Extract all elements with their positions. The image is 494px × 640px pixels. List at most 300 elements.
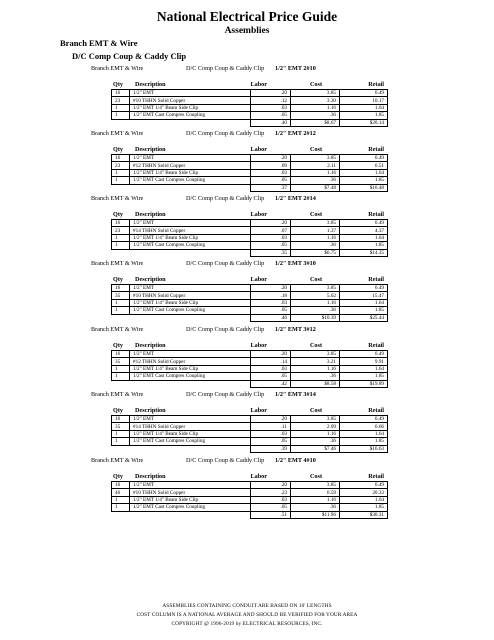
- labor-header: Labor: [250, 211, 267, 218]
- cost-cell: 1.37: [291, 227, 340, 234]
- labor-cell: .05: [251, 177, 291, 184]
- cost-cell: .36: [291, 373, 340, 380]
- retail-header: Retail: [368, 473, 384, 480]
- items-table: [111, 284, 388, 322]
- assembly-header: [0, 260, 494, 273]
- total-retail: $16.63: [340, 445, 388, 452]
- retail-cell: 1.64: [340, 169, 388, 176]
- description-cell: 1/2" EMT 1/4" Beam Side Clip: [130, 365, 251, 372]
- total-labor: .37: [251, 184, 291, 191]
- table-row: [112, 438, 388, 445]
- labor-cell: .03: [251, 496, 291, 503]
- total-retail: $14.35: [340, 249, 388, 256]
- labor-cell: .05: [251, 112, 291, 119]
- items-table: [111, 350, 388, 388]
- retail-header: Retail: [368, 276, 384, 283]
- cost-header: Cost: [309, 342, 322, 349]
- retail-header: Retail: [368, 342, 384, 349]
- qty-cell: 1: [112, 112, 130, 119]
- retail-cell: 6.49: [340, 482, 388, 489]
- table-row: [112, 489, 388, 496]
- table-row: [112, 220, 388, 227]
- labor-cell: .03: [251, 430, 291, 437]
- total-spacer: [130, 445, 251, 452]
- table-row: [112, 365, 388, 372]
- description-cell: 1/2" EMT Cast Compres Coupling: [130, 504, 251, 511]
- description-cell: 1/2" EMT Cast Compres Coupling: [130, 373, 251, 380]
- items-table: [111, 219, 388, 257]
- description-cell: #10 THHN Solid Copper: [130, 489, 251, 496]
- assembly-header: [0, 65, 494, 78]
- table-row: [112, 299, 388, 306]
- table-row: [112, 416, 388, 423]
- footer-copyright: COPYRIGHT @ 1996-2019 by ELECTRICAL RESOURCES, INC.: [171, 621, 323, 627]
- qty-header: Qty: [113, 276, 123, 283]
- cost-cell: .36: [291, 177, 340, 184]
- retail-cell: 6.51: [340, 162, 388, 169]
- qty-cell: 46: [112, 489, 130, 496]
- qty-cell: 1: [112, 373, 130, 380]
- cost-cell: 3.21: [291, 358, 340, 365]
- description-cell: 1/2" EMT 1/4" Beam Side Clip: [130, 496, 251, 503]
- labor-cell: .03: [251, 234, 291, 241]
- table-row: [112, 177, 388, 184]
- total-spacer: [112, 314, 130, 321]
- qty-cell: 1: [112, 234, 130, 241]
- labor-cell: .05: [251, 438, 291, 445]
- retail-cell: 6.49: [340, 155, 388, 162]
- cost-cell: 3.85: [291, 351, 340, 358]
- description-cell: 1/2" EMT 1/4" Beam Side Clip: [130, 169, 251, 176]
- total-spacer: [112, 380, 130, 387]
- total-spacer: [130, 380, 251, 387]
- total-labor: .51: [251, 511, 291, 518]
- total-cost: $7.48: [291, 184, 340, 191]
- table-row: [112, 234, 388, 241]
- cost-cell: 1.16: [291, 299, 340, 306]
- total-cost: $8.67: [291, 119, 340, 126]
- qty-cell: 16: [112, 482, 130, 489]
- labor-header: Labor: [250, 342, 267, 349]
- table-row: [112, 496, 388, 503]
- labor-cell: .05: [251, 307, 291, 314]
- total-spacer: [130, 184, 251, 191]
- assembly-category: Branch EMT & Wire: [91, 457, 144, 464]
- table-row: [112, 285, 388, 292]
- cost-cell: 5.02: [291, 292, 340, 299]
- table-row: [112, 351, 388, 358]
- qty-cell: 35: [112, 423, 130, 430]
- description-cell: 1/2" EMT 1/4" Beam Side Clip: [130, 430, 251, 437]
- column-headers: [0, 143, 494, 154]
- assembly-name: 1/2" EMT 3#12: [275, 326, 316, 333]
- qty-cell: 16: [112, 90, 130, 97]
- total-spacer: [112, 511, 130, 518]
- labor-cell: .05: [251, 242, 291, 249]
- cost-cell: 3.85: [291, 285, 340, 292]
- retail-cell: 15.47: [340, 292, 388, 299]
- cost-header: Cost: [309, 276, 322, 283]
- assembly-name: 1/2" EMT 2#14: [275, 195, 316, 202]
- retail-cell: 10.17: [340, 97, 388, 104]
- subcategory-heading: D/C Comp Coup & Caddy Clip: [72, 51, 187, 61]
- total-spacer: [112, 249, 130, 256]
- column-headers: [0, 470, 494, 481]
- retail-cell: 1.64: [340, 430, 388, 437]
- total-spacer: [112, 119, 130, 126]
- labor-cell: .20: [251, 155, 291, 162]
- description-cell: 1/2" EMT Cast Compres Coupling: [130, 307, 251, 314]
- description-cell: 1/2" EMT: [130, 90, 251, 97]
- labor-cell: .20: [251, 220, 291, 227]
- retail-cell: 6.49: [340, 220, 388, 227]
- items-table: [111, 415, 388, 453]
- description-cell: 1/2" EMT 1/4" Beam Side Clip: [130, 299, 251, 306]
- retail-cell: 1.64: [340, 299, 388, 306]
- qty-cell: 1: [112, 104, 130, 111]
- table-row: [112, 242, 388, 249]
- assembly-name: 1/2" EMT 4#10: [275, 457, 316, 464]
- description-cell: 1/2" EMT: [130, 285, 251, 292]
- labor-header: Labor: [250, 473, 267, 480]
- retail-cell: 6.49: [340, 416, 388, 423]
- total-spacer: [130, 314, 251, 321]
- table-row: [112, 358, 388, 365]
- assembly-name: 1/2" EMT 2#10: [275, 65, 316, 72]
- cost-cell: 1.16: [291, 104, 340, 111]
- assembly-section: [0, 457, 494, 519]
- cost-cell: .36: [291, 242, 340, 249]
- assembly-category: Branch EMT & Wire: [91, 130, 144, 137]
- description-cell: 1/2" EMT: [130, 416, 251, 423]
- retail-cell: 1.85: [340, 112, 388, 119]
- description-cell: 1/2" EMT 1/4" Beam Side Clip: [130, 104, 251, 111]
- description-header: Description: [135, 211, 166, 218]
- table-row: [112, 482, 388, 489]
- retail-cell: 6.49: [340, 351, 388, 358]
- description-header: Description: [135, 342, 166, 349]
- labor-cell: .03: [251, 365, 291, 372]
- qty-cell: 1: [112, 299, 130, 306]
- assembly-header: [0, 391, 494, 404]
- description-cell: 1/2" EMT Cast Compres Coupling: [130, 242, 251, 249]
- assembly-category: Branch EMT & Wire: [91, 391, 144, 398]
- total-labor: .39: [251, 445, 291, 452]
- table-row: [112, 112, 388, 119]
- total-labor: .42: [251, 380, 291, 387]
- cost-header: Cost: [309, 211, 322, 218]
- description-cell: 1/2" EMT Cast Compres Coupling: [130, 438, 251, 445]
- total-row: [112, 445, 388, 452]
- assembly-subcategory: D/C Comp Coup & Caddy Clip: [186, 391, 265, 398]
- description-header: Description: [135, 276, 166, 283]
- labor-cell: .23: [251, 489, 291, 496]
- column-headers: [0, 339, 494, 350]
- retail-cell: 1.64: [340, 104, 388, 111]
- total-row: [112, 314, 388, 321]
- description-cell: 1/2" EMT: [130, 155, 251, 162]
- labor-cell: .20: [251, 285, 291, 292]
- labor-cell: .05: [251, 373, 291, 380]
- cost-header: Cost: [309, 146, 322, 153]
- total-row: [112, 184, 388, 191]
- table-row: [112, 97, 388, 104]
- assembly-section: [0, 260, 494, 322]
- description-header: Description: [135, 407, 166, 414]
- qty-cell: 23: [112, 162, 130, 169]
- footer-note-cost: COST COLUMN IS A NATIONAL AVERAGE AND SHOULD BE VERIFIED FOR YOUR AREA: [136, 612, 358, 618]
- qty-header: Qty: [113, 473, 123, 480]
- description-header: Description: [135, 81, 166, 88]
- total-spacer: [112, 445, 130, 452]
- total-row: [112, 380, 388, 387]
- labor-cell: .20: [251, 351, 291, 358]
- qty-cell: 1: [112, 169, 130, 176]
- retail-cell: 6.49: [340, 90, 388, 97]
- column-headers: [0, 273, 494, 284]
- table-row: [112, 307, 388, 314]
- labor-header: Labor: [250, 276, 267, 283]
- total-retail: $30.31: [340, 511, 388, 518]
- retail-cell: 1.64: [340, 234, 388, 241]
- items-table: [111, 481, 388, 519]
- retail-cell: 1.64: [340, 365, 388, 372]
- assembly-header: [0, 130, 494, 143]
- cost-cell: 3.85: [291, 482, 340, 489]
- qty-cell: 1: [112, 496, 130, 503]
- qty-cell: 23: [112, 227, 130, 234]
- description-cell: #12 THHN Solid Copper: [130, 358, 251, 365]
- description-cell: #10 THHN Solid Copper: [130, 97, 251, 104]
- labor-cell: .03: [251, 299, 291, 306]
- labor-header: Labor: [250, 407, 267, 414]
- qty-cell: 16: [112, 285, 130, 292]
- retail-cell: 4.37: [340, 227, 388, 234]
- total-labor: .40: [251, 119, 291, 126]
- cost-cell: 3.85: [291, 220, 340, 227]
- qty-cell: 1: [112, 504, 130, 511]
- total-spacer: [130, 511, 251, 518]
- labor-cell: .09: [251, 162, 291, 169]
- cost-cell: 1.16: [291, 496, 340, 503]
- page-title: National Electrical Price Guide: [156, 9, 338, 24]
- table-row: [112, 104, 388, 111]
- description-cell: 1/2" EMT: [130, 351, 251, 358]
- qty-cell: 35: [112, 358, 130, 365]
- labor-cell: .11: [251, 423, 291, 430]
- total-spacer: [130, 249, 251, 256]
- cost-cell: 1.16: [291, 430, 340, 437]
- qty-cell: 23: [112, 97, 130, 104]
- description-cell: #14 THHN Solid Copper: [130, 423, 251, 430]
- total-retail: $19.89: [340, 380, 388, 387]
- table-row: [112, 373, 388, 380]
- labor-cell: .20: [251, 90, 291, 97]
- assembly-category: Branch EMT & Wire: [91, 195, 144, 202]
- description-cell: 1/2" EMT Cast Compres Coupling: [130, 177, 251, 184]
- labor-cell: .03: [251, 169, 291, 176]
- assembly-section: [0, 195, 494, 257]
- items-table: [111, 89, 388, 127]
- qty-cell: 16: [112, 416, 130, 423]
- description-cell: #14 THHN Solid Copper: [130, 227, 251, 234]
- items-table: [111, 154, 388, 192]
- total-cost: $7.46: [291, 445, 340, 452]
- table-row: [112, 162, 388, 169]
- assembly-category: Branch EMT & Wire: [91, 260, 144, 267]
- assembly-section: [0, 326, 494, 388]
- assembly-header: [0, 195, 494, 208]
- assembly-name: 1/2" EMT 3#10: [275, 260, 316, 267]
- retail-header: Retail: [368, 211, 384, 218]
- table-row: [112, 430, 388, 437]
- table-row: [112, 227, 388, 234]
- column-headers: [0, 78, 494, 89]
- description-cell: #10 THHN Solid Copper: [130, 292, 251, 299]
- assembly-subcategory: D/C Comp Coup & Caddy Clip: [186, 326, 265, 333]
- retail-cell: 1.85: [340, 373, 388, 380]
- assembly-subcategory: D/C Comp Coup & Caddy Clip: [186, 130, 265, 137]
- cost-cell: 3.85: [291, 90, 340, 97]
- cost-cell: 2.09: [291, 423, 340, 430]
- description-cell: 1/2" EMT: [130, 220, 251, 227]
- labor-cell: .20: [251, 416, 291, 423]
- cost-header: Cost: [309, 473, 322, 480]
- labor-cell: .03: [251, 104, 291, 111]
- qty-cell: 16: [112, 351, 130, 358]
- total-cost: $6.75: [291, 249, 340, 256]
- total-cost: $8.58: [291, 380, 340, 387]
- labor-cell: .07: [251, 227, 291, 234]
- cost-cell: 1.16: [291, 169, 340, 176]
- cost-cell: 3.30: [291, 97, 340, 104]
- cost-cell: .36: [291, 112, 340, 119]
- assembly-header: [0, 457, 494, 470]
- assembly-header: [0, 326, 494, 339]
- cost-cell: 3.85: [291, 416, 340, 423]
- qty-header: Qty: [113, 407, 123, 414]
- total-retail: $25.44: [340, 314, 388, 321]
- cost-cell: .36: [291, 438, 340, 445]
- retail-cell: 1.85: [340, 177, 388, 184]
- total-spacer: [112, 184, 130, 191]
- labor-cell: .18: [251, 292, 291, 299]
- retail-cell: 6.66: [340, 423, 388, 430]
- description-header: Description: [135, 146, 166, 153]
- qty-cell: 1: [112, 177, 130, 184]
- retail-cell: 6.49: [340, 285, 388, 292]
- retail-header: Retail: [368, 146, 384, 153]
- table-row: [112, 423, 388, 430]
- qty-cell: 35: [112, 292, 130, 299]
- page-subtitle: Assemblies: [224, 26, 270, 36]
- total-retail: $16.48: [340, 184, 388, 191]
- qty-cell: 16: [112, 155, 130, 162]
- qty-cell: 16: [112, 220, 130, 227]
- qty-header: Qty: [113, 342, 123, 349]
- retail-cell: 1.64: [340, 496, 388, 503]
- description-cell: 1/2" EMT 1/4" Beam Side Clip: [130, 234, 251, 241]
- cost-header: Cost: [309, 81, 322, 88]
- assembly-subcategory: D/C Comp Coup & Caddy Clip: [186, 65, 265, 72]
- total-labor: .46: [251, 314, 291, 321]
- retail-cell: 20.33: [340, 489, 388, 496]
- qty-cell: 1: [112, 307, 130, 314]
- assembly-category: Branch EMT & Wire: [91, 326, 144, 333]
- labor-cell: .12: [251, 97, 291, 104]
- cost-cell: .36: [291, 307, 340, 314]
- cost-cell: 3.85: [291, 155, 340, 162]
- cost-header: Cost: [309, 407, 322, 414]
- qty-cell: 1: [112, 242, 130, 249]
- labor-cell: .20: [251, 482, 291, 489]
- total-row: [112, 511, 388, 518]
- description-cell: 1/2" EMT: [130, 482, 251, 489]
- cost-cell: .36: [291, 504, 340, 511]
- qty-header: Qty: [113, 211, 123, 218]
- retail-cell: 1.85: [340, 504, 388, 511]
- cost-cell: 1.16: [291, 365, 340, 372]
- assembly-category: Branch EMT & Wire: [91, 65, 144, 72]
- column-headers: [0, 208, 494, 219]
- retail-cell: 9.91: [340, 358, 388, 365]
- retail-cell: 1.85: [340, 242, 388, 249]
- assembly-subcategory: D/C Comp Coup & Caddy Clip: [186, 457, 265, 464]
- qty-cell: 1: [112, 438, 130, 445]
- table-row: [112, 169, 388, 176]
- retail-cell: 1.85: [340, 307, 388, 314]
- table-row: [112, 155, 388, 162]
- total-labor: .35: [251, 249, 291, 256]
- assembly-subcategory: D/C Comp Coup & Caddy Clip: [186, 260, 265, 267]
- assembly-name: 1/2" EMT 3#14: [275, 391, 316, 398]
- cost-cell: 2.11: [291, 162, 340, 169]
- qty-header: Qty: [113, 146, 123, 153]
- assembly-section: [0, 130, 494, 192]
- labor-cell: .05: [251, 504, 291, 511]
- total-spacer: [130, 119, 251, 126]
- assembly-subcategory: D/C Comp Coup & Caddy Clip: [186, 195, 265, 202]
- footer-note-lengths: ASSEMBLIES CONTAINING CONDUIT ARE BASED ON 10' LENGTHS: [162, 603, 332, 609]
- table-row: [112, 504, 388, 511]
- retail-header: Retail: [368, 407, 384, 414]
- assembly-name: 1/2" EMT 2#12: [275, 130, 316, 137]
- cost-cell: 1.16: [291, 234, 340, 241]
- assembly-section: [0, 65, 494, 127]
- total-row: [112, 119, 388, 126]
- qty-cell: 1: [112, 430, 130, 437]
- retail-header: Retail: [368, 81, 384, 88]
- description-cell: 1/2" EMT Cast Compres Coupling: [130, 112, 251, 119]
- description-cell: #12 THHN Solid Copper: [130, 162, 251, 169]
- total-row: [112, 249, 388, 256]
- category-heading: Branch EMT & Wire: [60, 38, 138, 48]
- qty-header: Qty: [113, 81, 123, 88]
- cost-cell: 6.59: [291, 489, 340, 496]
- qty-cell: 1: [112, 365, 130, 372]
- table-row: [112, 90, 388, 97]
- total-cost: $11.96: [291, 511, 340, 518]
- column-headers: [0, 404, 494, 415]
- table-row: [112, 292, 388, 299]
- assembly-section: [0, 391, 494, 453]
- total-retail: $20.14: [340, 119, 388, 126]
- labor-header: Labor: [250, 81, 267, 88]
- labor-cell: .14: [251, 358, 291, 365]
- description-header: Description: [135, 473, 166, 480]
- total-cost: $10.39: [291, 314, 340, 321]
- labor-header: Labor: [250, 146, 267, 153]
